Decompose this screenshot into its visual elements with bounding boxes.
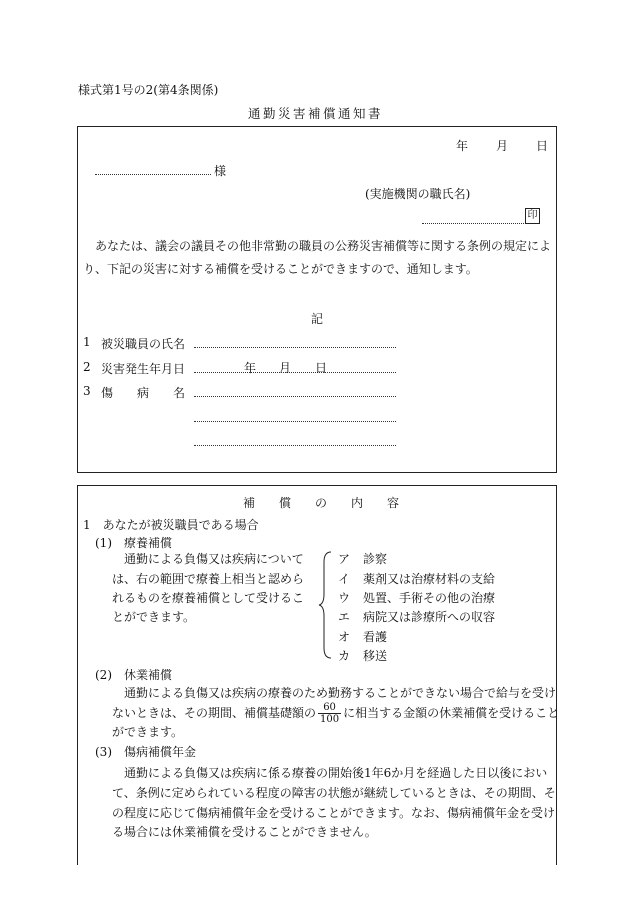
sixty-percent-fraction [318,702,341,725]
s1-text-line3: れるものを療養補償として受けるこ [112,591,305,605]
item-1-label: 被災職員の氏名 [101,337,186,351]
official-label: (実施機関の職氏名) [365,187,471,201]
s1-text-line1: 通勤による負傷又は疾病について [124,552,304,566]
item-3-num: 3 [83,384,91,398]
form-label: 様式第1号の2(第4条関係) [78,83,219,97]
incident-date-field[interactable] [194,372,396,373]
s2-line1: 通勤による負傷又は疾病の療養のため勤務することができない場合で給与を受け [124,686,557,700]
notice-box [77,126,557,473]
compensation-box [77,485,560,865]
item-3-label: 傷 病 名 [101,386,186,400]
notice-body-line1: あなたは、議会の議員その他非常勤の職員の公務災害補償等に関する条例の規定によ [95,239,552,253]
item-2-num: 2 [83,360,91,374]
injury-field-1[interactable] [194,396,396,397]
notice-body-line2: り、下記の災害に対する補償を受けることができますので、通知します。 [83,262,478,276]
s1-item-i-mark: イ [338,572,351,586]
s1-item-u-text: 処置、手術その他の治療 [363,591,496,605]
date-day: 日 [536,139,549,153]
fraction-denominator: 100 [320,714,340,725]
s3-line2: て、条例に定められている程度の障害の状態が継続しているときは、その期間、そ [112,786,556,800]
s1-item-i-text: 薬剤又は治療材料の支給 [363,572,496,586]
s1-item-a-mark: ア [338,552,351,566]
incident-year: 年 [244,361,257,375]
incident-month: 月 [279,361,292,375]
seal-mark: 印 [525,208,540,224]
s1-item-u-mark: ウ [338,591,351,605]
s2-line2-post: に相当する金額の休業補償を受けること [343,706,560,720]
s1-item-a-text: 診察 [363,552,388,566]
section1-title: (1) 療養補償 [95,536,172,550]
item-2-label: 災害発生年月日 [101,362,186,376]
s1-item-e-text: 病院又は診療所への収容 [363,610,496,624]
left-brace-icon [318,550,334,660]
s2-line2-pre: ないときは、その期間、補償基礎額の [112,706,317,720]
s2-line2 [112,702,559,725]
fraction-numerator: 60 [318,702,341,714]
document-title: 通勤災害補償通知書 [248,106,384,121]
s1-item-o-text: 看護 [363,630,388,644]
s1-item-e-mark: エ [338,610,351,624]
s3-line3: の程度に応じて傷病補償年金を受けることができます。なお、傷病補償年金を受け [112,806,556,820]
addressee-line[interactable] [95,174,211,175]
official-name-line[interactable] [422,223,524,224]
victim-name-field[interactable] [194,347,396,348]
item-1-num: 1 [83,335,91,349]
section3-title: (3) 傷病補償年金 [95,745,196,759]
s1-text-line4: とができます。 [112,610,196,624]
case1-heading: 1 あなたが被災職員である場合 [83,518,259,532]
date-year: 年 [456,139,469,153]
compensation-heading: 補 償 の 内 容 [243,496,400,510]
s3-line4: る場合には休業補償を受けることができません。 [112,825,377,839]
s2-line3: ができます。 [112,725,184,739]
date-month: 月 [496,139,509,153]
s1-text-line2: は、右の範囲で療養上相当と認めら [112,572,305,586]
s1-item-o-mark: オ [338,630,351,644]
ki-marker: 記 [311,312,324,326]
s1-item-ka-text: 移送 [363,649,388,663]
injury-field-2[interactable] [194,421,396,422]
incident-day: 日 [315,361,328,375]
s1-item-ka-mark: カ [338,649,351,663]
addressee-suffix: 様 [214,164,227,178]
injury-field-3[interactable] [194,445,396,446]
s3-line1: 通勤による負傷又は疾病に係る療養の開始後1年6か月を経過した日以後におい [124,766,548,780]
section2-title: (2) 休業補償 [95,668,172,682]
